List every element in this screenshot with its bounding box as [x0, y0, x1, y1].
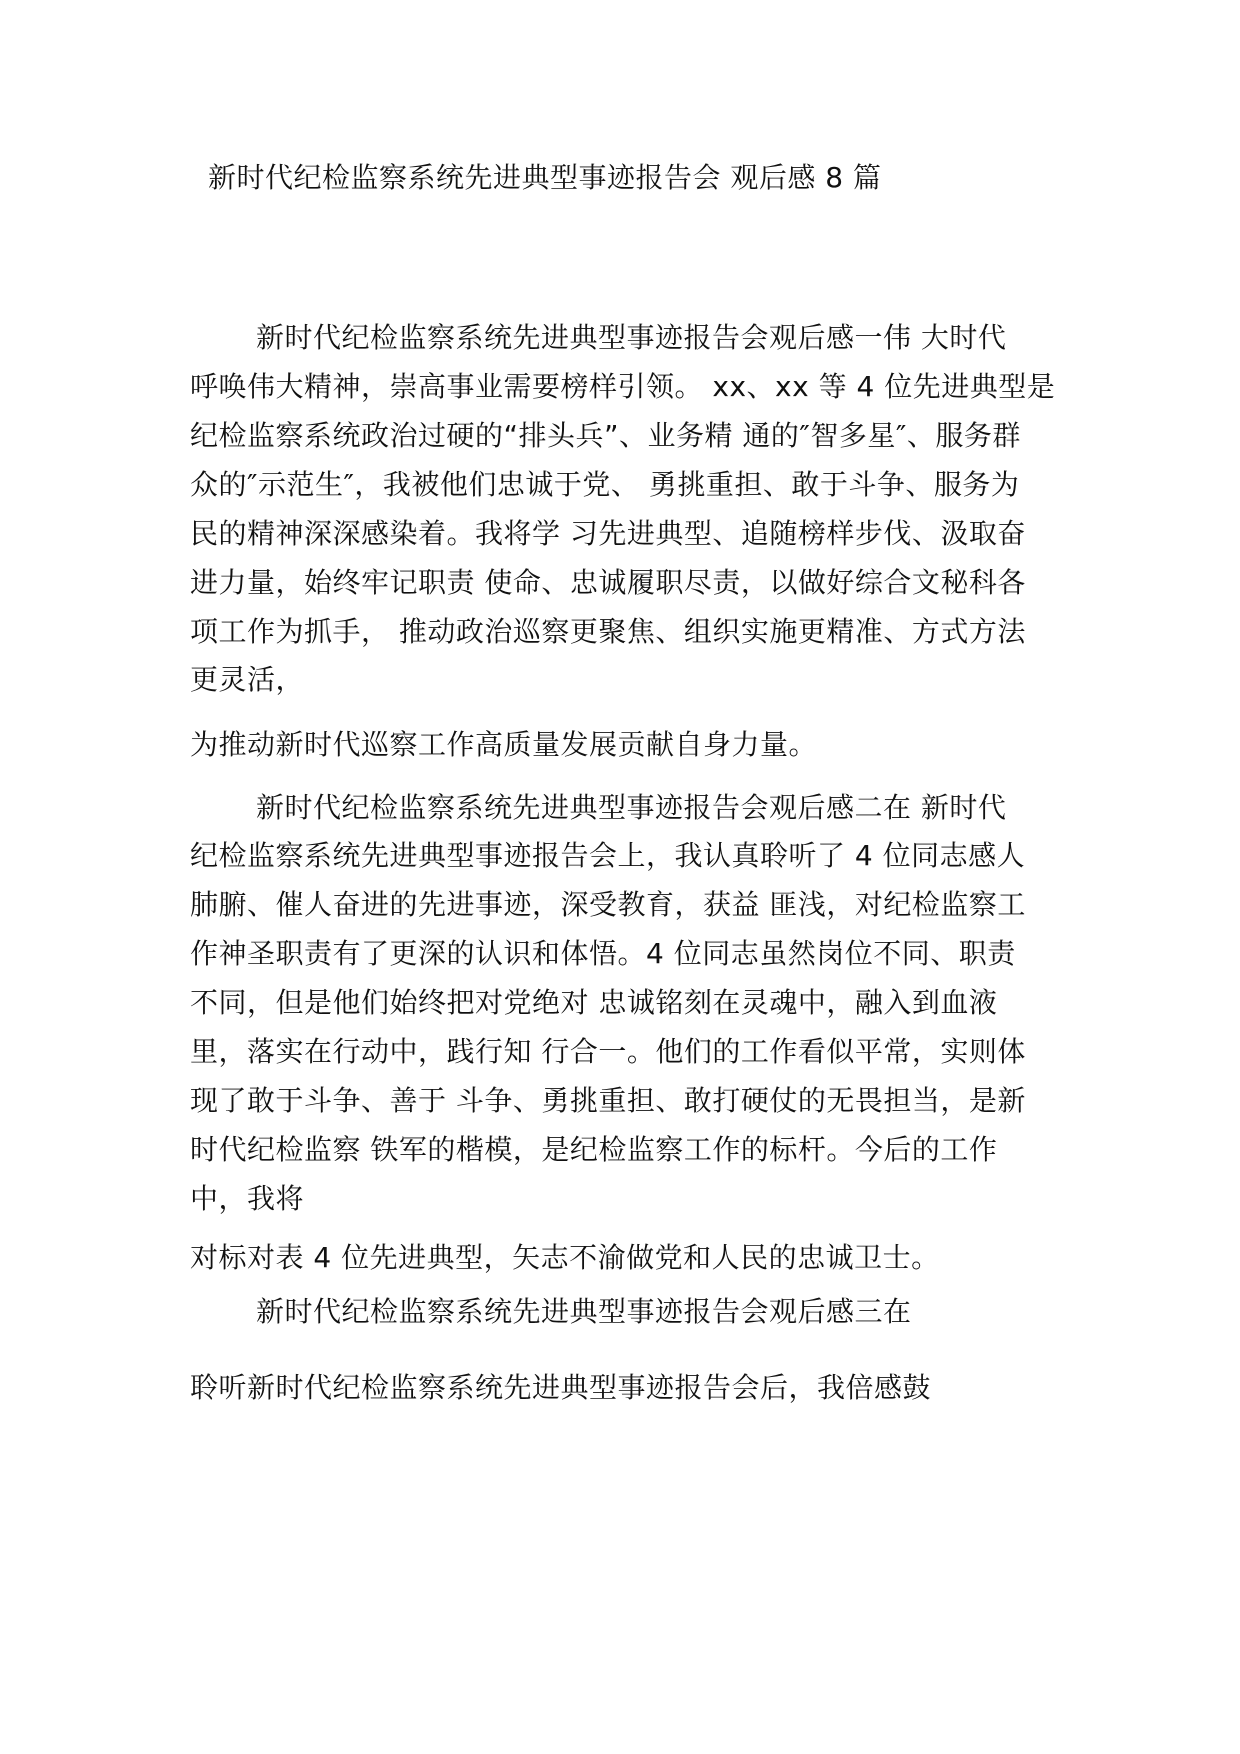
paragraph-5-line-1: 新时代纪检监察系统先进典型事迹报告会观后感三在 — [256, 1295, 912, 1328]
paragraph-3-line-1: 新时代纪检监察系统先进典型事迹报告会观后感二在 新时代 — [256, 791, 1007, 824]
paragraph-1-line-5: 民的精神深深感染着。我将学 习先进典型、追随榜样步伐、汲取奋 — [190, 517, 1026, 550]
paragraph-3-line-2: 纪检监察系统先进典型事迹报告会上，我认真聆听了 4 位同志感人 — [190, 839, 1026, 872]
paragraph-1-line-1: 新时代纪检监察系统先进典型事迹报告会观后感一伟 大时代 — [256, 321, 1007, 354]
paragraph-3-line-5: 不同，但是他们始终把对党绝对 忠诚铭刻在灵魂中，融入到血液 — [190, 986, 998, 1019]
paragraph-3-line-9: 中，我将 — [190, 1182, 305, 1215]
paragraph-3-line-7: 现了敢于斗争、善于 斗争、勇挑重担、敢打硬仗的无畏担当，是新 — [190, 1084, 1026, 1117]
paragraph-1-line-6: 进力量，始终牢记职责 使命、忠诚履职尽责，以做好综合文秘科各 — [190, 566, 1026, 599]
paragraph-3-line-3: 肺腑、催人奋进的先进事迹，深受教育，获益 匪浅，对纪检监察工 — [190, 888, 1026, 921]
paragraph-4-line-1: 对标对表 4 位先进典型，矢志不渝做党和人民的忠诚卫士。 — [190, 1241, 940, 1274]
paragraph-6-line-1: 聆听新时代纪检监察系统先进典型事迹报告会后，我倍感鼓 — [190, 1371, 932, 1404]
paragraph-3-line-8: 时代纪检监察 铁军的楷模，是纪检监察工作的标杆。今后的工作 — [190, 1133, 998, 1166]
paragraph-3-line-6: 里，落实在行动中，践行知 行合一。他们的工作看似平常，实则体 — [190, 1035, 1026, 1068]
paragraph-1-line-4: 众的″示范生″，我被他们忠诚于党、 勇挑重担、敢于斗争、服务为 — [190, 468, 1020, 501]
paragraph-1-line-8: 更灵活， — [190, 663, 305, 696]
paragraph-1-line-2: 呼唤伟大精神，崇高事业需要榜样引领。 xx、xx 等 4 位先进典型是 — [190, 370, 1056, 403]
paragraph-3-line-4: 作神圣职责有了更深的认识和体悟。4 位同志虽然岗位不同、职责 — [190, 937, 1016, 970]
document-title: 新时代纪检监察系统先进典型事迹报告会 观后感 8 篇 — [208, 161, 882, 194]
paragraph-2-line-1: 为推动新时代巡察工作高质量发展贡献自身力量。 — [190, 728, 818, 761]
paragraph-1-line-7: 项工作为抓手， 推动政治巡察更聚焦、组织实施更精准、方式方法 — [190, 615, 1026, 648]
paragraph-1-line-3: 纪检监察系统政治过硬的“排头兵”、业务精 通的″智多星″、服务群 — [190, 419, 1021, 452]
